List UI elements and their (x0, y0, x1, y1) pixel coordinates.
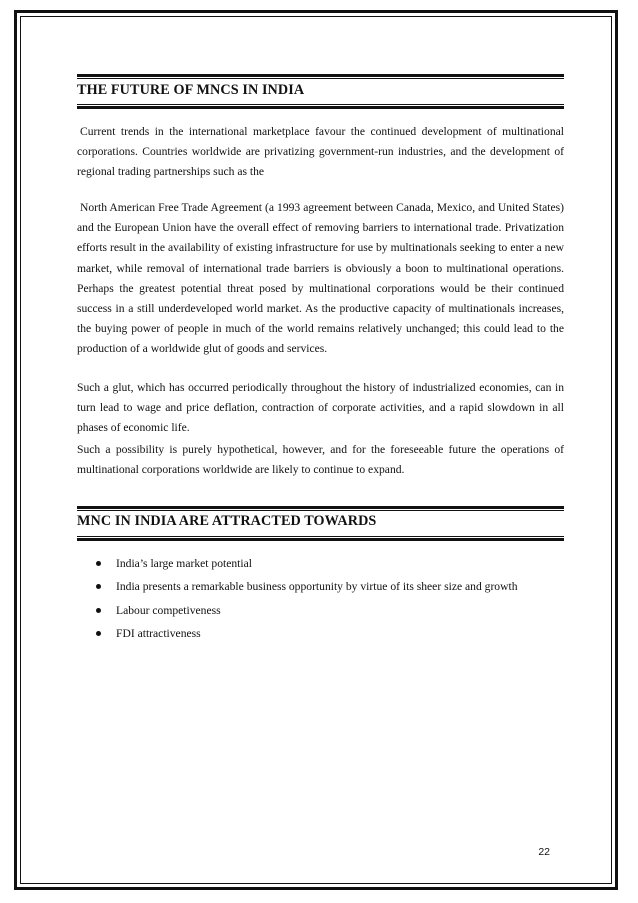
bullet-icon (96, 631, 101, 636)
paragraph-possibility: Such a possibility is purely hypothetical, however, and for the foreseeable future the operations of multinational corporations worldwide are likely to continue to expand. (77, 443, 564, 477)
list-item-text: India presents a remarkable business opportunity by virtue of its sheer size and growth (116, 580, 518, 594)
paragraph-current-trends: Current trends in the international marketplace favour the continued development of multinational corporations. Countries worldwide are privatizing government-run industries, and the development of regional trading partnerships such as the (77, 125, 564, 179)
attraction-bullet-list (96, 555, 518, 649)
list-item-text: FDI attractiveness (116, 627, 201, 641)
bullet-icon (96, 561, 101, 566)
bullet-icon (96, 608, 101, 613)
heading-rule-bottom (77, 536, 564, 541)
paragraph-glut: Such a glut, which has occurred periodically throughout the history of industrialized economies, can in turn lead to wage and price deflation, contraction of corporate activities, and a rapid slowdown in all phases of economic life. (77, 381, 564, 435)
page-number: 22 (538, 846, 550, 858)
paragraph-nafta: North American Free Trade Agreement (a 1993 agreement between Canada, Mexico, and United States) and the European Union have the overall effect of removing barriers to international trade. Privatization efforts result in the availability of existing infrastructure for use by multinationals seeking to enter a new market, while removal of international trade barriers is obviously a boon to multinational operations. Perhaps the greatest potential threat posed by multinational corporations would be their continued success in a still underdeveloped world market. As the productive capacity of multinationals increases, the buying power of people in much of the world remains relatively unchanged; this could lead to the production of a worldwide glut of goods and services. (77, 201, 564, 356)
list-item-text: Labour competiveness (116, 603, 221, 617)
list-item (96, 625, 518, 648)
section-heading-future: THE FUTURE OF MNCS IN INDIA (77, 82, 305, 98)
list-item (96, 578, 518, 601)
section-heading-attracted: MNC IN INDIA ARE ATTRACTED TOWARDS (77, 513, 377, 529)
heading-rule-top (77, 74, 564, 79)
list-item (96, 602, 518, 625)
bullet-icon (96, 584, 101, 589)
list-item (96, 555, 518, 578)
list-item-text: India’s large market potential (116, 557, 252, 570)
heading-rule-bottom (77, 104, 564, 109)
heading-rule-top (77, 506, 564, 511)
